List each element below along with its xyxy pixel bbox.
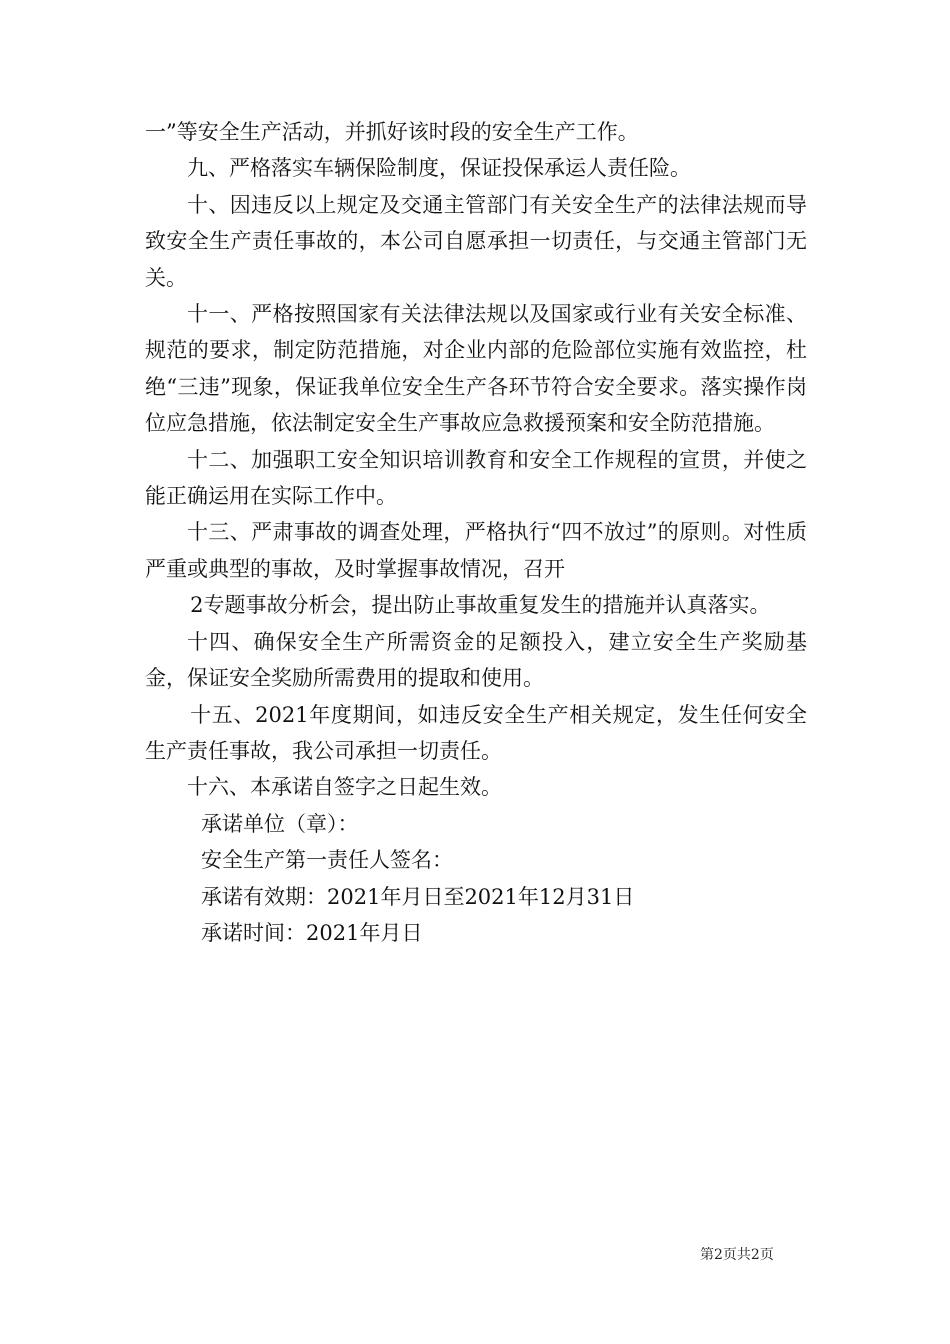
paragraph-item-13: 十三、严肃事故的调查处理，严格执行“四不放过”的原则。对性质严重或典型的事故，及时掌握事故情况，召开 [145, 520, 807, 581]
paragraph-item-14: 十四、确保安全生产所需资金的足额投入，建立安全生产奖励基金，保证安全奖励所需费用的提取和使用。 [145, 629, 807, 691]
paragraph-item-16: 十六、本承诺自签字之日起生效。 [187, 775, 502, 800]
paragraph-item-10: 十、因违反以上规定及交通主管部门有关安全生产的法律法规而导致安全生产责任事故的，本公司自愿承担一切责任，与交通主管部门无关。 [145, 192, 807, 290]
paragraph-item-12: 十二、加强职工安全知识培训教育和安全工作规程的宣贯，并使之能正确运用在实际工作中。 [145, 447, 807, 509]
signature-person: 安全生产第一责任人签名： [201, 848, 453, 873]
paragraph-item-13-continued: 2专题事故分析会，提出防止事故重复发生的措施并认真落实。 [190, 593, 771, 618]
paragraph-continuation: 一”等安全生产活动，并抓好该时段的安全生产工作。 [145, 120, 639, 144]
page-indicator: 第2页共2页 [700, 1247, 774, 1263]
paragraph-item-11: 十一、严格按照国家有关法律法规以及国家或行业有关安全标准、规范的要求，制定防范措施，对企业内部的危险部位实施有效监控，杜绝“三违”现象，保证我单位安全生产各环节符合安全要求。落实操作岗位应急措施，依法制定安全生产事故应急救援预案和安全防范措施。 [145, 302, 807, 436]
paragraph-item-9: 九、严格落实车辆保险制度，保证投保承运人责任险。 [187, 156, 691, 181]
signature-unit: 承诺单位（章）： [201, 811, 359, 836]
document-body [145, 114, 807, 951]
signature-time: 承诺时间：2021年月日 [201, 920, 423, 945]
paragraph-item-15: 十五、2021年度期间，如违反安全生产相关规定，发生任何安全生产责任事故，我公司承担一切责任。 [145, 702, 807, 763]
signature-validity: 承诺有效期：2021年月日至2021年12月31日 [201, 884, 635, 909]
